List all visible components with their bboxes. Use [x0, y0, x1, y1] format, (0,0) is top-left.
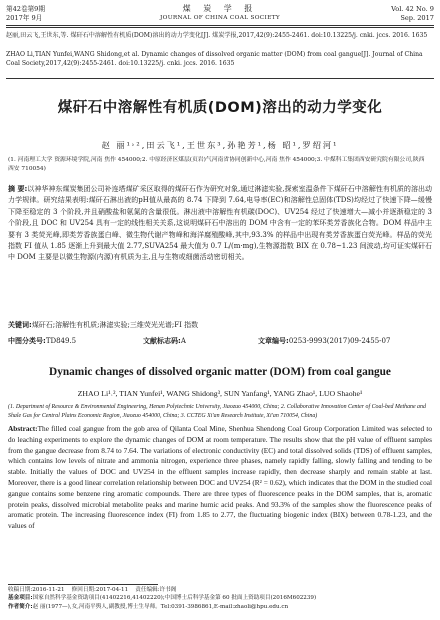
article-no-value: 0253-9993(2017)09-2455-07	[288, 337, 391, 345]
fund-label: 基金项目:	[8, 595, 33, 602]
header-rule-thin	[6, 27, 434, 28]
citation-en-text: ZHAO Li,TIAN Yunfei,WANG Shidong,et al. Dynamic changes of dissolved organic matter (DOM) from coal gangue[J]. Journal of China Coal Society,2017,42(9):2455-2461. doi:10.13225/j. cnki. jccs. 2016. 1635	[6, 51, 423, 67]
revised-date: 修回日期:2017-04-11	[71, 587, 129, 593]
fund-text: 国家自然科学基金资助项目(41402216,41402220);中国博士后科学基金第 60 批面上资助项目(2016M602239)	[32, 595, 317, 602]
footnote-dates	[8, 586, 432, 594]
volume-en: Vol. 42 No. 9	[391, 5, 434, 13]
affiliation-en-text: (1. Department of Resource & Environmental Engineering, Henan Polytechnic University, Jiaozuo 454000, China; 2. Collaborative Innovation Center of Coal-bed Methane and Shale Gas for Central Plains Economic Region, Jiaozuo 454000, China; 3. CCTEG Xi'an Research Institute, Xi'an 710054, China)	[8, 404, 426, 419]
date-cn: 2017年 9月	[6, 14, 43, 22]
article-title-cn: 煤矸石中溶解性有机质(DOM)溶出的动力学变化	[57, 100, 383, 116]
article-no-label: 文章编号:	[258, 337, 289, 345]
author-bio-text: 赵 丽(1977—),女,河南平舆人,副教授,博士生导师。Tel:0391-3986861,E-mail:zhaoli@hpu.edu.cn	[32, 603, 289, 610]
responsible-editor: 责任编辑:许书阁	[135, 587, 177, 593]
volume-cn: 第42卷第9期	[6, 5, 45, 13]
clc-value: TD849.5	[45, 337, 77, 345]
journal-name-cn: 煤 炭 学 报	[182, 4, 258, 13]
keywords-cn	[8, 320, 432, 330]
footnote	[8, 586, 432, 611]
author-bio-label: 作者简介:	[8, 603, 33, 610]
citation-cn	[6, 31, 434, 40]
doc-code-field	[143, 336, 186, 346]
abstract-cn	[8, 184, 432, 264]
clc-field	[8, 336, 76, 346]
keywords-cn-text: 煤矸石;溶解性有机质;淋滤实验;三维荧光光谱;FI 指数	[31, 321, 199, 329]
footnote-rule	[8, 584, 158, 585]
article-title-en: Dynamic changes of dissolved organic matter (DOM) from coal gangue	[49, 366, 391, 378]
journal-name-en: JOURNAL OF CHINA COAL SOCIETY	[160, 15, 280, 21]
doc-code-label: 文献标志码:	[143, 337, 181, 345]
abstract-en	[8, 424, 432, 532]
abstract-en-label: Abstract:	[8, 424, 38, 433]
keywords-cn-label: 关键词:	[8, 321, 32, 329]
header-rule	[6, 25, 434, 26]
clc-label: 中图分类号:	[8, 337, 46, 345]
abstract-cn-text: 以神华神东煤炭集团公司补连塔煤矿采区取得的煤矸石作为研究对象,通过淋滤实验,探索室温条件下煤矸石中溶解性有机质的溶出动力学规律。研究结果表明:煤矸石淋出液的pH值从最高的 8.74 下降到 7.64,电导率(EC)和溶解性总固体(TDS)均经过了快速下降—缓慢下降至稳定的 3 个阶段,并且硝酸盐和氨氮的含量很低。淋出液中溶解性有机碳(DOC)、UV254 经过了快速增大—减小并逐渐稳定的 3 个阶段,且 DOC 和 UV254 具有一定的线性相关关系,这说明煤矸石中溶出的 DOM 中含有一定的苯环类芳香族化合物。DOM 样品中主要有 3 类荧光峰,即类芳香族蛋白峰、微生物代谢产物峰和海洋腐殖酸峰,其中,93.3% 的样品中出现有类芳香族蛋白荧光峰。样品的荧光指数 FI 值从 1.85 逐渐上升到最大值 2.77,SUVA254 最大值为 0.7 L/(m·mg),生物源指数 BIX 在 0.78~1.23 间波动,均可证实煤矸石中 DOM 主要是以微生物源(内源)有机质为主,且与生物或细菌活动密切相关。	[8, 185, 432, 262]
abstract-cn-label: 摘 要:	[8, 185, 28, 193]
authors-cn: 赵 丽¹˒²,田云飞¹,王世东³,孙艳芳¹,杨 昭¹,罗绍河¹	[101, 140, 339, 150]
citation-cn-text: 赵丽,田云飞,王世东,等. 煤矸石中溶解性有机质(DOM)溶出的动力学变化[J]. 煤炭学报,2017,42(9):2455-2461. doi:10.13225/j. cnki. jccs. 2016. 1635	[6, 32, 428, 39]
affiliation-cn-text: (1. 河南理工大学 资源环境学院,河南 焦作 454000;2. 中原经济区煤层(页岩)气河南省协同创新中心,河南 焦作 454000;3. 中煤科工集团西安研究院有限公司,陕西 西安 710054)	[8, 157, 425, 172]
citation-en	[6, 50, 434, 68]
fund-line	[8, 594, 432, 602]
doc-code-value: A	[180, 337, 186, 345]
affiliation-cn	[8, 156, 432, 174]
affiliation-en	[8, 403, 432, 421]
date-en: Sep. 2017	[400, 14, 434, 22]
author-bio-line	[8, 603, 432, 611]
article-no-field	[258, 336, 390, 346]
authors-en: ZHAO Li¹˒², TIAN Yunfei¹, WANG Shidong³, SUN Yanfang¹, YANG Zhao¹, LUO Shaohe¹	[77, 389, 363, 398]
abstract-en-text: The filled coal gangue from the gob area of Qilanta Coal Mine, Shenhua Shendong Coal Group Corporation Limited was selected to do leaching experiments to explore the dynamic changes of DOM at room temperature. The results show that the pH value of effluent samples from the gangue decrease from 8.74 to 7.64. The variations of electronic conductivity (EC) and total dissolved solids (TDS) of effluent samples, which contains low levels of nitrate and ammonia nitrogen, experience three phases, namely rapidly falling, slowly falling and tending to be stable. Initially the values of DOC and UV254 in the effluent samples increase rapidly, then decrease sharply and remain stable at last. Moreover, there is a good linear correlation relationship between DOC and UV254 (R² = 0.62), which indicates that the DOM in the studied coal gangue contains some benzene ring aromatic compounds. There are three types of fluorescence peaks in the DOM samples, that is, aromatic protein peaks, dissolved microbial metabolite peaks and marine humic acid peaks. And 93.3% of the samples show the fluorescence peaks of aromatic protein. The increasing fluorescence index (FI) from 1.85 to 2.77, the fluctuating biogenic index (BIX) between 0.78-1.23, and the values of	[8, 424, 432, 531]
received-date: 收稿日期:2016-11-21	[8, 587, 65, 593]
citation-rule	[6, 78, 434, 79]
